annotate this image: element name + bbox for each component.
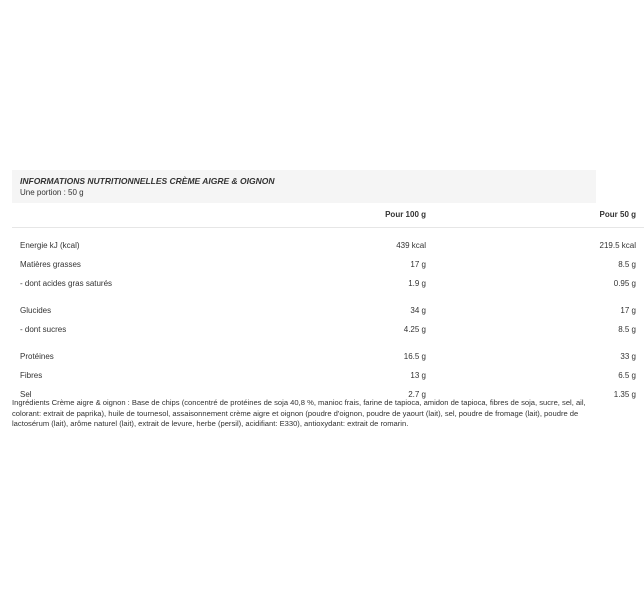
ingredients-text: Ingrédients Crème aigre & oignon : Base de chips (concentré de protéines de soja 40,8 %, manioc frais, farine de tapioca, amidon de tapioca, fibres de soja, sucre, sel, ail, colorant: extrait de paprika), huile de tournesol, assaisonnement crème aigre et oignon (poudre d'oignon, poudre de yaourt (lait), sel, poudre de fromage (lait), poudre de lactosérum (lait), arôme naturel (lait), extrait de levure, herbe (persil), acidifiant: E330), antioxydant: extrait de romarin. — [12, 398, 586, 428]
value-per-50g: 219.5 kcal — [599, 241, 636, 250]
value-per-100g: 2.7 g — [408, 390, 426, 399]
column-header-per-100g: Pour 100 g — [318, 203, 434, 228]
nutrient-name: Protéines — [20, 352, 54, 361]
table-row — [12, 236, 644, 255]
table-row — [12, 301, 644, 320]
value-per-50g: 6.5 g — [618, 371, 636, 380]
nutrition-header — [12, 170, 596, 203]
value-per-50g: 1.35 g — [613, 390, 636, 399]
nutrient-name: - dont acides gras saturés — [20, 279, 113, 288]
nutrient-name: - dont sucres — [20, 325, 67, 334]
portion-size: Une portion : 50 g — [20, 188, 84, 197]
value-per-50g: 33 g — [620, 352, 636, 361]
nutrition-title: INFORMATIONS NUTRITIONNELLES CRÈME AIGRE & OIGNON — [20, 176, 275, 186]
table-row — [12, 366, 644, 385]
table-header-row — [12, 203, 644, 228]
nutrient-name: Sel — [20, 390, 32, 399]
value-per-100g: 17 g — [410, 260, 426, 269]
nutrient-name: Matières grasses — [20, 260, 81, 269]
nutrient-name: Glucides — [20, 306, 52, 315]
value-per-100g: 13 g — [410, 371, 426, 380]
nutrition-table — [12, 203, 644, 404]
value-per-100g: 1.9 g — [408, 279, 426, 288]
value-per-100g: 4.25 g — [403, 325, 426, 334]
nutrition-panel — [12, 170, 636, 404]
value-per-100g: 34 g — [410, 306, 426, 315]
table-row — [12, 320, 644, 339]
value-per-50g: 8.5 g — [618, 260, 636, 269]
value-per-50g: 17 g — [620, 306, 636, 315]
value-per-50g: 8.5 g — [618, 325, 636, 334]
value-per-100g: 439 kcal — [396, 241, 426, 250]
nutrient-name: Fibres — [20, 371, 43, 380]
table-row — [12, 255, 644, 274]
nutrient-name: Energie kJ (kcal) — [20, 241, 80, 250]
value-per-100g: 16.5 g — [403, 352, 426, 361]
column-header-nutrient — [12, 203, 318, 228]
table-row — [12, 347, 644, 366]
value-per-50g: 0.95 g — [613, 279, 636, 288]
column-header-per-50g: Pour 50 g — [434, 203, 644, 228]
table-row — [12, 274, 644, 293]
